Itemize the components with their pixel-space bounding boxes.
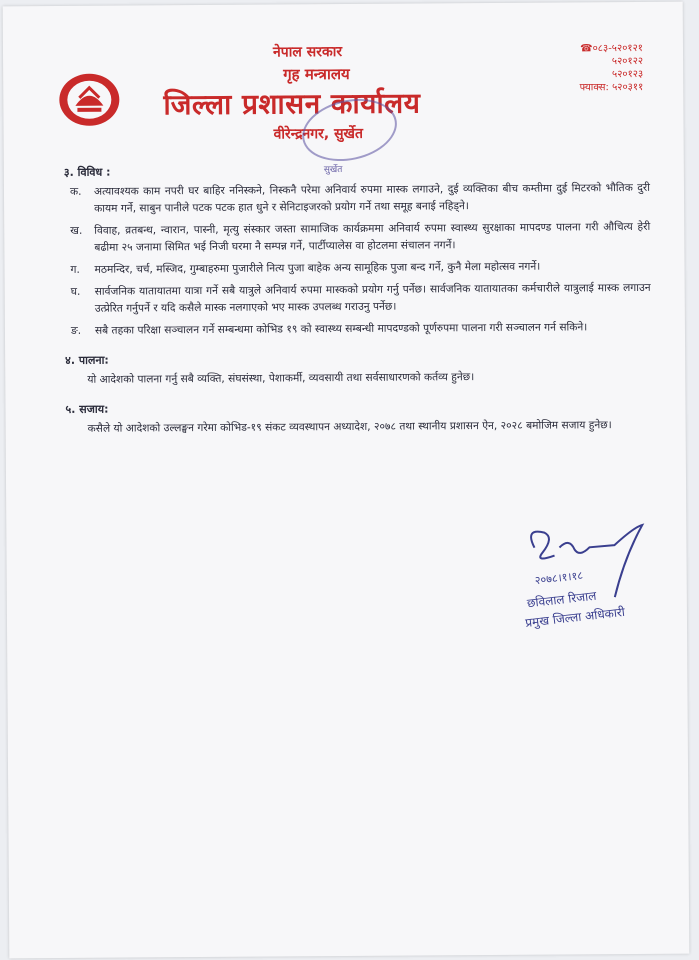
section-heading-compliance: ४. पालना: <box>65 353 109 367</box>
list-item <box>64 219 650 257</box>
item-text: अत्यावश्यक काम नपरी घर बाहिर ननिस्कने, निस्कनै परेमा अनिवार्य रुपमा मास्क लगाउने, दुई व्यक्तिका बीच कम्तीमा दुई मिटरको भौतिक दुरी कायम गर्ने, साबुन पानीले पटक पटक हात धुने र सेनिटाइजरको प्रयोग गर्ने तथा समूह बनाई नहिड्ने। <box>93 181 651 215</box>
list-item <box>65 280 651 318</box>
item-marker: ख. <box>70 224 83 237</box>
section-heading-penalty: ५. सजाय: <box>65 402 109 416</box>
compliance-text: यो आदेशको पालना गर्नु सबै व्यक्ति, संघसंस्था, पेशाकर्मी, व्यवसायी तथा सर्वसाधारणको कर्तव्य हुनेछ। <box>87 371 475 386</box>
item-marker: घ. <box>70 285 81 298</box>
nepal-emblem-icon <box>53 68 125 129</box>
document-page <box>3 2 690 959</box>
list-item <box>64 258 650 279</box>
letterhead-ministry: गृह मन्त्रालय <box>283 64 350 84</box>
fax-number: फ्याक्स: ५२०३११ <box>579 81 644 94</box>
item-text: सबै तहका परिक्षा सञ्चालन गर्ने सम्बन्धमा कोभिड १९ को स्वास्थ्य सम्बन्धी मापदण्डको पूर्णरुपमा पालना गरी सञ्चालन गर्न सकिने। <box>94 321 588 337</box>
list-item <box>65 319 651 340</box>
phone-number: ☎०८३-५२०१२१ <box>580 42 644 55</box>
order-body <box>64 156 652 448</box>
signatory-title: प्रमुख जिल्ला अधिकारी <box>524 604 626 630</box>
item-text: मठमन्दिर, चर्च, मस्जिद, गुम्बाहरुमा पुजारीले नित्य पुजा बाहेक अन्य सामूहिक पुजा बन्द गर्ने, कुनै मेला महोत्सव नगर्ने। <box>94 260 541 276</box>
letterhead-place: वीरेन्द्रनगर, सुर्खेत <box>273 125 364 143</box>
item-marker: ग. <box>70 263 80 276</box>
letterhead-office-title: जिल्ला प्रशासन कार्यालय <box>163 86 421 122</box>
seal-location-text: सुर्खेत <box>323 165 343 176</box>
contact-block <box>523 42 643 95</box>
item-marker: ङ. <box>70 324 82 337</box>
item-marker: क. <box>69 185 82 198</box>
list-item <box>64 180 650 218</box>
letterhead-government: नेपाल सरकार <box>272 44 343 61</box>
item-text: विवाह, व्रतबन्ध, न्वारान, पास्नी, मृत्यु संस्कार जस्ता सामाजिक कार्यक्रममा अनिवार्य रुपमा स्वास्थ्य सुरक्षाका मापदण्ड पालना गरी औचित्य हेरी बढीमा २५ जनामा सिमित भई निजी घरमा नै सम्पन्न गर्ने, पार्टीप्यालेस वा होटलमा संचालन नगर्ने। <box>94 220 651 254</box>
signature-date: २०७८।१।१८ <box>534 568 584 588</box>
phone-number-2: ५२०१२२ <box>611 55 644 68</box>
penalty-text: कसैले यो आदेशको उल्लङ्घन गरेमा कोभिड-१९ संकट व्यवस्थापन अध्यादेश, २०७८ तथा स्थानीय प्रशासन ऐन, २०२८ बमोजिम सजाय हुनेछ। <box>87 419 612 435</box>
item-text: सार्वजनिक यातायातमा यात्रा गर्ने सबै यात्रुले अनिवार्य रुपमा मास्कको प्रयोग गर्नु पर्नेछ। सार्वजनिक यातायातका कर्मचारीले यात्रुलाई मास्क लगाउन उत्प्रेरित गर्नुपर्ने र यदि कसैले मास्क नलगाएको भए मास्क उपलब्ध गराउनु पर्नेछ। <box>94 281 651 315</box>
signatory-name: छविलाल रिजाल <box>526 588 598 611</box>
section-heading-misc: ३. विविध : <box>63 165 111 179</box>
phone-number-3: ५२०१२३ <box>611 68 644 81</box>
